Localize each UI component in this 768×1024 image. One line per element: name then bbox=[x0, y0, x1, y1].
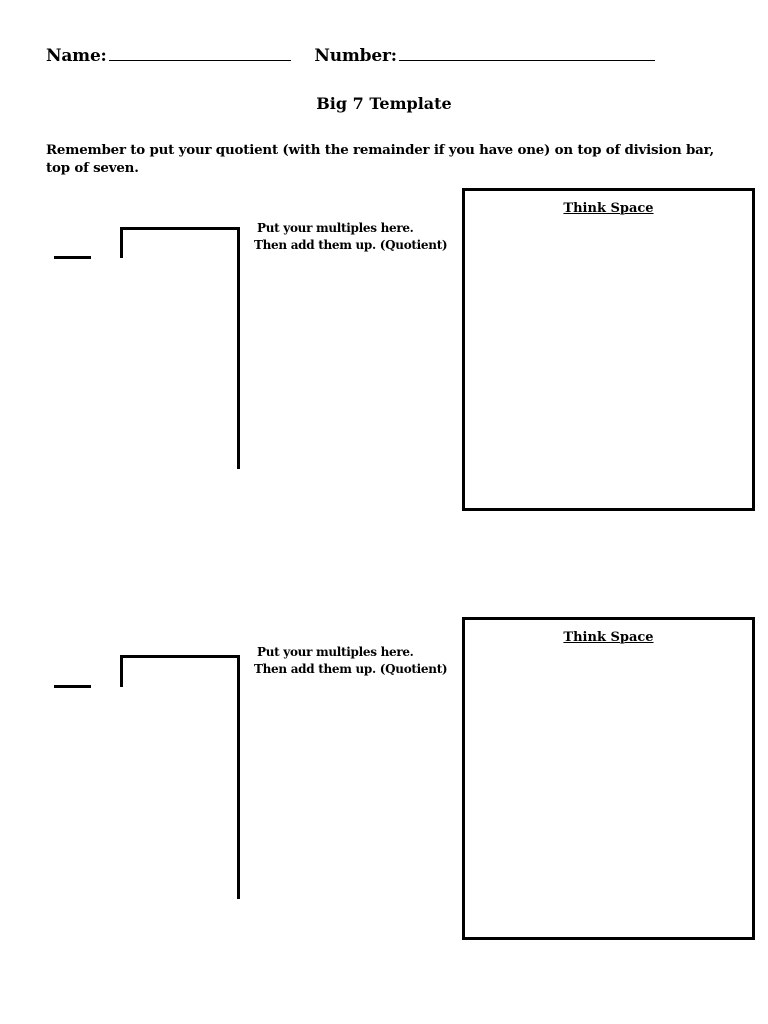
think-space-box[interactable] bbox=[462, 617, 755, 940]
think-space-label: Think Space bbox=[563, 201, 654, 216]
number-blank[interactable] bbox=[399, 58, 655, 61]
divisor-blank[interactable] bbox=[54, 685, 91, 688]
name-field[interactable] bbox=[46, 46, 309, 66]
division-bracket-left bbox=[120, 655, 123, 687]
division-bracket-top bbox=[120, 655, 240, 658]
division-bracket-right bbox=[237, 227, 240, 469]
divisor-blank[interactable] bbox=[54, 256, 91, 259]
page-title: Big 7 Template bbox=[316, 94, 452, 113]
number-label: Number: bbox=[314, 46, 397, 66]
multiples-hint bbox=[254, 644, 448, 678]
hint-line-2: Then add them up. (Quotient) bbox=[254, 238, 448, 252]
instructions: Remember to put your quotient (with the remainder if you have one) on top of division bar, top of seven. bbox=[46, 142, 714, 176]
division-bracket-left bbox=[120, 227, 123, 258]
student-header bbox=[46, 46, 655, 66]
hint-line-2: Then add them up. (Quotient) bbox=[254, 662, 448, 676]
hint-line-1: Put your multiples here. bbox=[257, 221, 414, 235]
division-bracket-right bbox=[237, 655, 240, 899]
think-space-label: Think Space bbox=[563, 630, 654, 645]
name-blank[interactable] bbox=[109, 58, 291, 61]
think-space-box[interactable] bbox=[462, 188, 755, 511]
division-bracket-top bbox=[120, 227, 240, 230]
number-field[interactable] bbox=[314, 46, 654, 66]
multiples-hint bbox=[254, 220, 448, 254]
name-label: Name: bbox=[46, 46, 107, 66]
hint-line-1: Put your multiples here. bbox=[257, 645, 414, 659]
